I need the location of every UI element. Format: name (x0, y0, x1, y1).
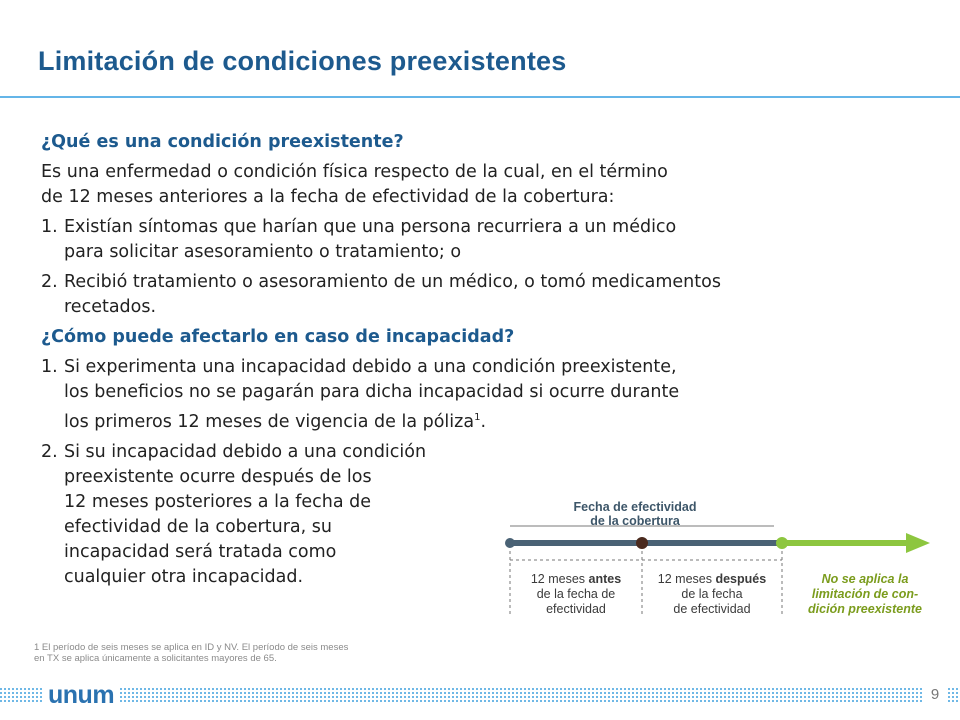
footnote-marker: 1 (474, 412, 481, 423)
coverage-timeline (500, 496, 940, 626)
list-text (64, 215, 921, 265)
label-na-line-1: No se aplica la (821, 572, 909, 586)
list-text-line: cualquier otra incapacidad. (64, 566, 304, 587)
list-text (64, 270, 921, 320)
label-after-bold: después (715, 572, 767, 586)
list-text-end: . (480, 411, 487, 432)
effective-date-dot (636, 537, 648, 549)
timeline-start-dot (505, 538, 515, 548)
footer-pattern (0, 688, 960, 702)
list-text-line: 12 meses posteriores a la fecha de (64, 491, 372, 512)
label-after-line-2: de la fecha (681, 587, 743, 601)
page-number: 9 (922, 683, 948, 707)
list-text-line: Existían síntomas que harían que una persona recurriera a un médico (64, 217, 677, 237)
arrow-head-icon (906, 533, 930, 553)
definition-text (41, 160, 921, 210)
question-disability: ¿Cómo puede afectarlo en caso de incapacidad? (41, 327, 515, 347)
label-after-line-3: de efectividad (673, 602, 751, 616)
label-after-line-1: 12 meses (657, 572, 716, 586)
timeline-header-line-1: Fecha de efectividad (573, 500, 697, 514)
footnote-line-1: 1 El período de seis meses se aplica en ID y NV. El período de seis meses (34, 642, 349, 653)
label-before (512, 572, 640, 617)
title-divider (0, 96, 960, 98)
list-text-line: para solicitar asesoramiento o tratamiento; o (64, 242, 462, 262)
list-number: 2. (41, 441, 58, 462)
list-text-line: los beneficios no se pagarán para dicha incapacidad si ocurre durante (64, 382, 680, 402)
twelve-month-dot (776, 537, 788, 549)
list-text-line: Si experimenta una incapacidad debido a una condición preexistente, (64, 357, 677, 377)
slide-title: Limitación de condiciones preexistentes (38, 46, 567, 76)
list-number: 1. (41, 357, 58, 377)
footnote-line-2: en TX se aplica únicamente a solicitantes mayores de 65. (34, 653, 277, 664)
list-item (41, 355, 921, 435)
list-text (64, 355, 921, 435)
list-text-line: Recibió tratamiento o asesoramiento de un médico, o tomó medicamentos (64, 272, 721, 292)
timeline-header-line-2: de la cobertura (590, 514, 680, 528)
definition-line-1: Es una enfermedad o condición física respecto de la cual, en el término (41, 162, 668, 182)
list-number: 2. (41, 272, 58, 292)
list-item (41, 215, 921, 265)
list-text-line: Si su incapacidad debido a una condición (64, 441, 427, 462)
list-text-line: efectividad de la cobertura, su (64, 516, 332, 537)
label-na-line-3: dición preexistente (808, 602, 922, 616)
footnote (34, 642, 444, 664)
definition-line-2: de 12 meses anteriores a la fecha de efectividad de la cobertura: (41, 187, 615, 207)
list-item (41, 270, 921, 320)
label-before-line-3: efectividad (546, 602, 606, 616)
list-text-line: preexistente ocurre después de los (64, 466, 372, 487)
unum-logo: unum (42, 683, 120, 709)
list-text-line: recetados. (64, 297, 157, 317)
list-text (64, 440, 504, 590)
label-before-line-2: de la fecha de (536, 587, 616, 601)
label-before-line-1: 12 meses (530, 572, 589, 586)
list-text-line: incapacidad será tratada como (64, 541, 337, 562)
label-before-bold: antes (588, 572, 622, 586)
label-after (644, 572, 780, 617)
list-number: 1. (41, 217, 58, 237)
question-preexisting: ¿Qué es una condición preexistente? (41, 132, 404, 152)
label-na-line-2: limitación de con- (811, 587, 919, 601)
list-text-line: los primeros 12 meses de vigencia de la póliza (64, 411, 475, 432)
label-not-applicable (790, 572, 940, 617)
